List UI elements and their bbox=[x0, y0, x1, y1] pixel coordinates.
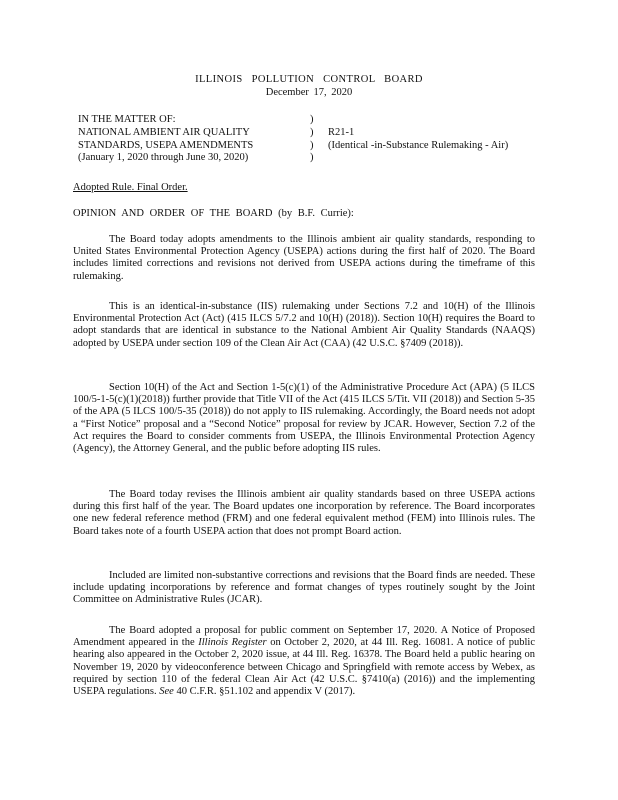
paragraph-2: This is an identical-in-substance (IIS) rulemaking under Sections 7.2 and 10(H) of the Illinois Environmental Protection Act (Act) (415 ILCS 5/7.2 and 10(H) (2018)). Section 10(H) requires the Board to adopt standards that are identical in substance to the National Ambient Air Quality Standards (NAAQS) adopted by USEPA under section 109 of the Clean Air Act (CAA) (42 U.S.C. §7409 (2018)). bbox=[73, 301, 535, 349]
caption-row bbox=[78, 127, 538, 140]
paragraph-1: The Board today adopts amendments to the Illinois ambient air quality standards, responding to United States Environmental Protection Agency (USEPA) actions during the first half of 2020. The Board includes limited corrections and revisions not derived from USEPA actions during the timeframe of this rulemaking. bbox=[73, 234, 535, 282]
paragraph-6 bbox=[73, 625, 535, 698]
illinois-register-italic: Illinois Register bbox=[198, 637, 267, 649]
opinion-heading: OPINION AND ORDER OF THE BOARD (by B.F. Currie): bbox=[73, 208, 354, 219]
document-date: December 17, 2020 bbox=[265, 87, 353, 98]
paragraph-6-text-a: The Board adopted a proposal for public comment on September 17, 2020. A Notice of Proposed Amendment appeared in the bbox=[73, 625, 535, 649]
caption-left: IN THE MATTER OF: bbox=[78, 114, 176, 125]
caption-left: (January 1, 2020 through June 30, 2020) bbox=[78, 152, 249, 164]
paragraph-5: Included are limited non-substantive corrections and revisions that the Board finds are needed. These include updating incorporations by reference and format changes of types routinely sought by the Joint Committee on Administrative Rules (JCAR). bbox=[73, 570, 535, 606]
caption-paren: ) bbox=[310, 139, 314, 151]
rulemaking-type: (Identical -in-Substance Rulemaking - Air) bbox=[328, 139, 509, 151]
see-italic: See bbox=[159, 686, 174, 698]
paragraph-6-text-b: on October 2, 2020, at 44 Ill. Reg. 16081. A notice of public hearing also appeared in the October 2, 2020 issue, at 44 Ill. Reg. 16378. The Board held a public hearing on November 19, 2020 by videoconference between Chicago and Springfield with remote access by Webex, as required by section 110 of the federal Clean Air Act (42 U.S.C. §7410(a) (2016)) and the implementing USEPA regulations. bbox=[73, 637, 535, 698]
paragraph-4: The Board today revises the Illinois ambient air quality standards based on three USEPA actions during this first half of the year. The Board updates one incorporation by reference. The Board incorporates one new federal reference method (FRM) and one federal equivalent method (FEM) into Illinois rules. The Board takes note of a fourth USEPA action that does not prompt Board action. bbox=[73, 489, 535, 537]
caption-row bbox=[78, 114, 538, 127]
caption-row bbox=[78, 140, 538, 153]
caption-left: STANDARDS, USEPA AMENDMENTS bbox=[78, 139, 254, 151]
adopted-rule-label: Adopted Rule. Final Order. bbox=[73, 182, 188, 193]
paragraph-6-text-c: 40 C.F.R. §51.102 and appendix V (2017). bbox=[173, 686, 356, 698]
docket-number: R21-1 bbox=[328, 126, 355, 138]
case-caption bbox=[78, 114, 538, 165]
paragraph-3: Section 10(H) of the Act and Section 1-5(c)(1) of the Administrative Procedure Act (APA) (5 ILCS 100/5-1-5(c)(1)(2018)) further provide that Title VII of the Act (415 ILCS 5/Tit. VII (2018)) and Section 5-35 of the APA (5 ILCS 100/5-35 (2018)) do not apply to IIS rulemaking. Accordingly, the Board needs not adopt a “First Notice” proposal and a “Second Notice” proposal for review by JCAR. However, Section 7.2 of the Act requires the Board to consider comments from USEPA, the Illinois Environmental Protection Agency (Agency), the Attorney General, and the public before adopting IIS rules. bbox=[73, 382, 535, 455]
board-title: ILLINOIS POLLUTION CONTROL BOARD bbox=[195, 74, 423, 85]
caption-paren: ) bbox=[310, 114, 314, 125]
caption-row bbox=[78, 152, 538, 165]
caption-paren: ) bbox=[310, 126, 314, 138]
caption-paren: ) bbox=[310, 152, 314, 164]
caption-left: NATIONAL AMBIENT AIR QUALITY bbox=[78, 126, 250, 138]
